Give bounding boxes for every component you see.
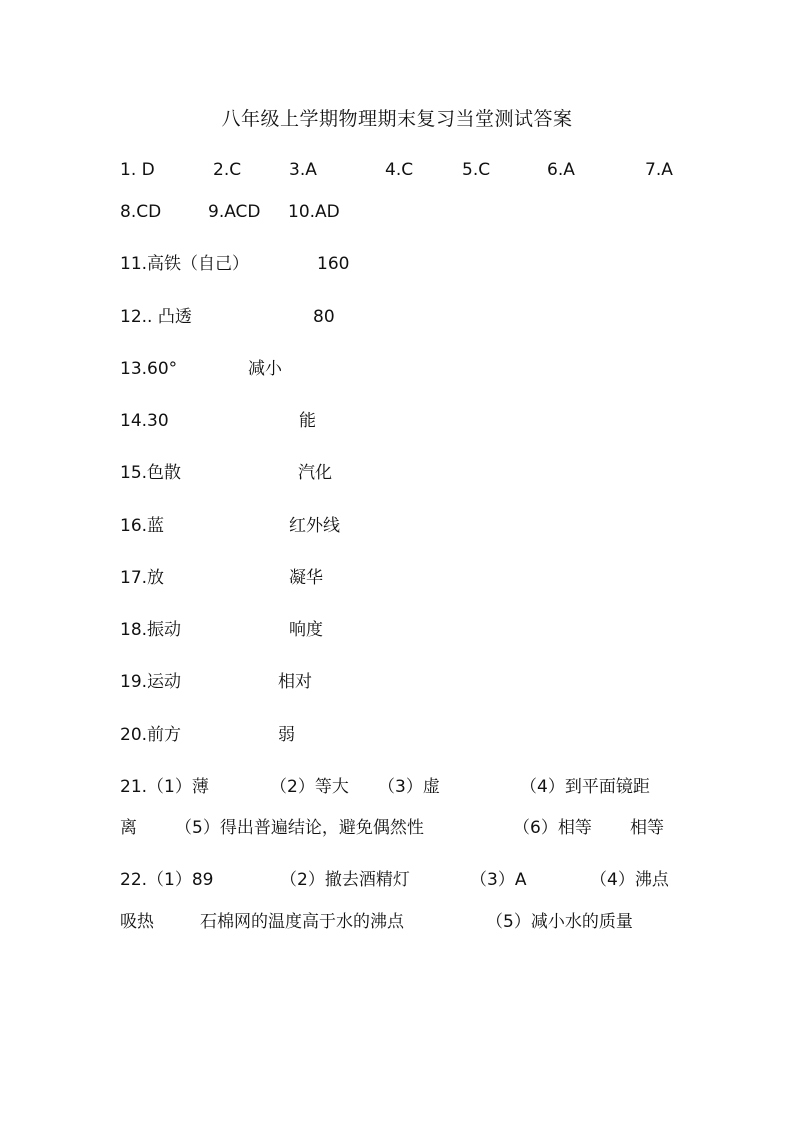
answer-21-part4: （4）到平面镜距: [520, 777, 650, 797]
page-title: 八年级上学期物理期末复习当堂测试答案: [221, 108, 573, 130]
answer-13-a: 13.60°: [120, 359, 178, 379]
answer-11-a: 11.高铁（自己）: [120, 254, 250, 274]
mc-answer-1: 1. D: [120, 160, 155, 180]
answer-21-part6: （6）相等: [513, 818, 592, 838]
answer-20-b: 弱: [278, 725, 295, 745]
answer-22-part4b: 石棉网的温度高于水的沸点: [200, 912, 404, 932]
answer-21-part4-cont: 离: [120, 818, 137, 838]
mc-answer-5: 5.C: [462, 160, 491, 180]
answer-17-b: 凝华: [289, 568, 323, 588]
answer-19-b: 相对: [278, 672, 312, 692]
answer-14-a: 14.30: [120, 411, 169, 431]
mc-answer-2: 2.C: [213, 160, 242, 180]
answer-12-b: 80: [313, 307, 335, 327]
mc-answer-10: 10.AD: [288, 202, 340, 222]
answer-21-part5: （5）得出普遍结论，避免偶然性: [175, 818, 424, 838]
answer-14-b: 能: [299, 411, 316, 431]
answer-13-b: 减小: [248, 359, 282, 379]
answer-21-part3: （3）虚: [378, 777, 440, 797]
answer-22-part4-cont: 吸热: [120, 912, 154, 932]
answer-21-part1: 21.（1）薄: [120, 777, 209, 797]
mc-answer-3: 3.A: [289, 160, 317, 180]
answer-21-part2: （2）等大: [270, 777, 349, 797]
answer-11-b: 160: [317, 254, 350, 274]
answer-18-b: 响度: [289, 620, 323, 640]
mc-answer-8: 8.CD: [120, 202, 162, 222]
mc-answer-4: 4.C: [385, 160, 414, 180]
mc-answer-9: 9.ACD: [208, 202, 261, 222]
answer-22-part4: （4）沸点: [590, 870, 669, 890]
answer-15-a: 15.色散: [120, 463, 182, 483]
mc-answer-6: 6.A: [547, 160, 575, 180]
mc-answer-7: 7.A: [645, 160, 673, 180]
answer-12-a: 12.. 凸透: [120, 307, 192, 327]
answer-21-part6b: 相等: [630, 818, 664, 838]
answer-22-part1: 22.（1）89: [120, 870, 214, 890]
answer-20-a: 20.前方: [120, 725, 182, 745]
answer-19-a: 19.运动: [120, 672, 182, 692]
answer-16-a: 16.蓝: [120, 516, 165, 536]
answer-22-part2: （2）撤去酒精灯: [280, 870, 410, 890]
answer-15-b: 汽化: [298, 463, 332, 483]
answer-22-part3: （3）A: [470, 870, 527, 890]
answer-22-part5: （5）减小水的质量: [486, 912, 633, 932]
answer-18-a: 18.振动: [120, 620, 182, 640]
answer-17-a: 17.放: [120, 568, 165, 588]
answer-16-b: 红外线: [289, 516, 340, 536]
